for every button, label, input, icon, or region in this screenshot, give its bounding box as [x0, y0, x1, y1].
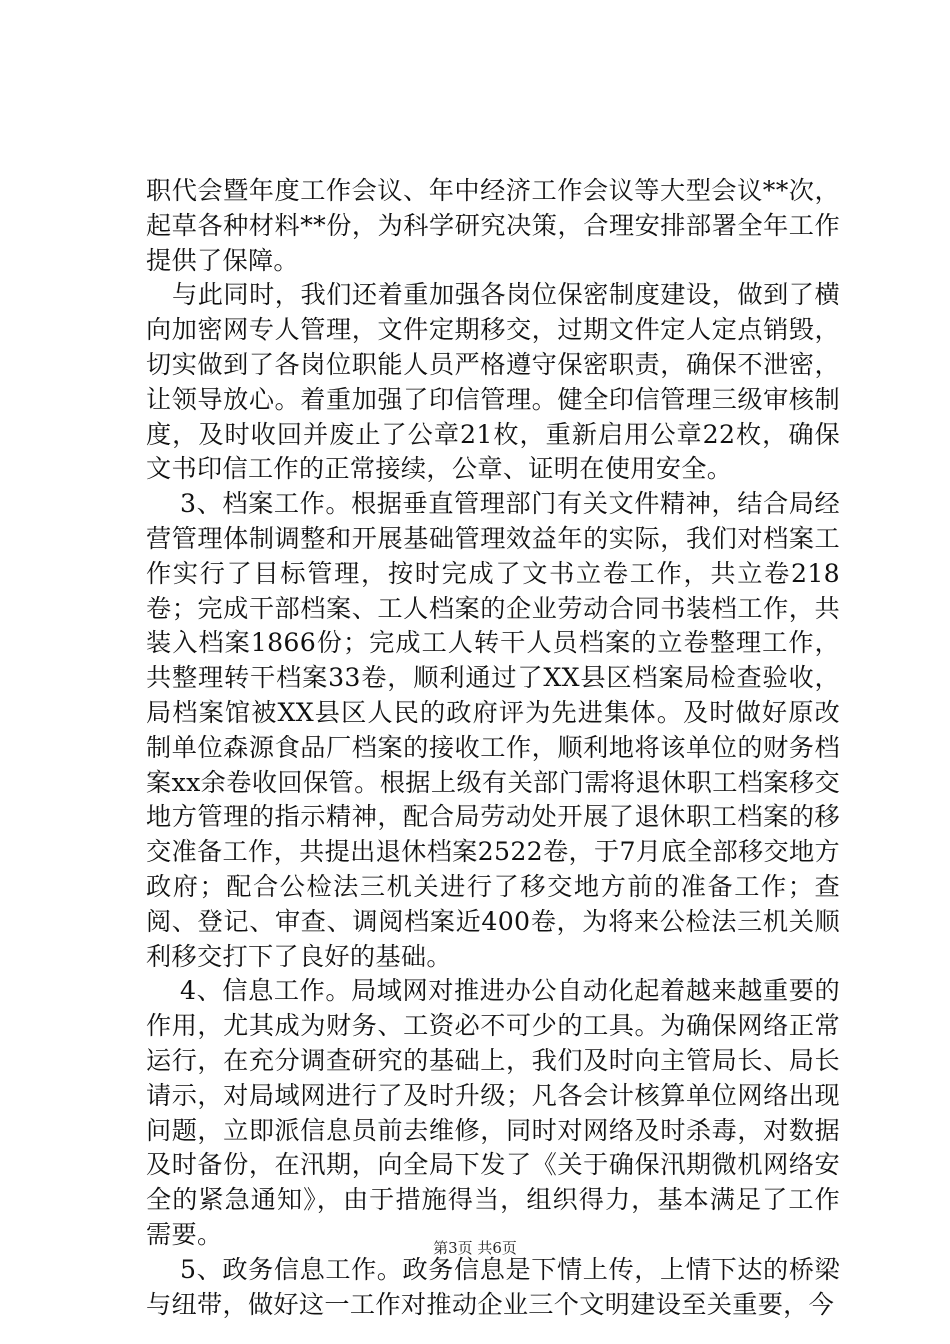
paragraph-confidentiality: 与此同时，我们还着重加强各岗位保密制度建设，做到了横向加密网专人管理，文件定期移交，过期文件定人定点销毁，切实做到了各岗位职能人员严格遵守保密职责，确保不泄密，让领导放心。着重加强了印信管理。健全印信管理三级审核制度，及时收回并废止了公章21枚，重新启用公章22枚，确保文书印信工作的正常接续，公章、证明在使用安全。 — [146, 280, 840, 484]
paragraph-archives-work: 3、档案工作。根据垂直管理部门有关文件精神，结合局经营管理体制调整和开展基础管理效益年的实际，我们对档案工作实行了目标管理，按时完成了文书立卷工作，共立卷218卷；完成干部档案、工人档案的企业劳动合同书装档工作，共装入档案1866份；完成工人转干人员档案的立卷整理工作，共整理转干档案33卷，顺利通过了XX县区档案局检查验收，局档案馆被XX县区人民的政府评为先进集体。及时做好原改制单位森源食品厂档案的接收工作，顺利地将该单位的财务档案xx余卷收回保管。根据上级有关部门需将退休职工档案移交地方管理的指示精神，配合局劳动处开展了退休职工档案的移交准备工作，共提出退休档案2522卷，于7月底全部移交地方政府；配合公检法三机关进行了移交地方前的准备工作；查阅、登记、审查、调阅档案近400卷，为将来公检法三机关顺利移交打下了良好的基础。 — [146, 489, 840, 971]
page-number-footer: 第3页 共6页 — [433, 1239, 517, 1257]
paragraph-government-information: 5、政务信息工作。政务信息是下情上传，上情下达的桥梁与纽带，做好这一工作对推动企业三个文明建设至关重要，今 — [146, 1254, 840, 1319]
document-body — [146, 174, 840, 1322]
paragraph-meeting-continuation: 职代会暨年度工作会议、年中经济工作会议等大型会议**次，起草各种材料**份，为科学研究决策，合理安排部署全年工作提供了保障。 — [146, 176, 840, 275]
paragraph-information-work: 4、信息工作。局域网对推进办公自动化起着越来越重要的作用，尤其成为财务、工资必不可少的工具。为确保网络正常运行，在充分调查研究的基础上，我们及时向主管局长、局长请示，对局域网进行了及时升级；凡各会计核算单位网络出现问题，立即派信息员前去维修，同时对网络及时杀毒，对数据及时备份，在汛期，向全局下发了《关于确保汛期微机网络安全的紧急通知》，由于措施得当，组织得力，基本满足了工作需要。 — [146, 976, 840, 1249]
